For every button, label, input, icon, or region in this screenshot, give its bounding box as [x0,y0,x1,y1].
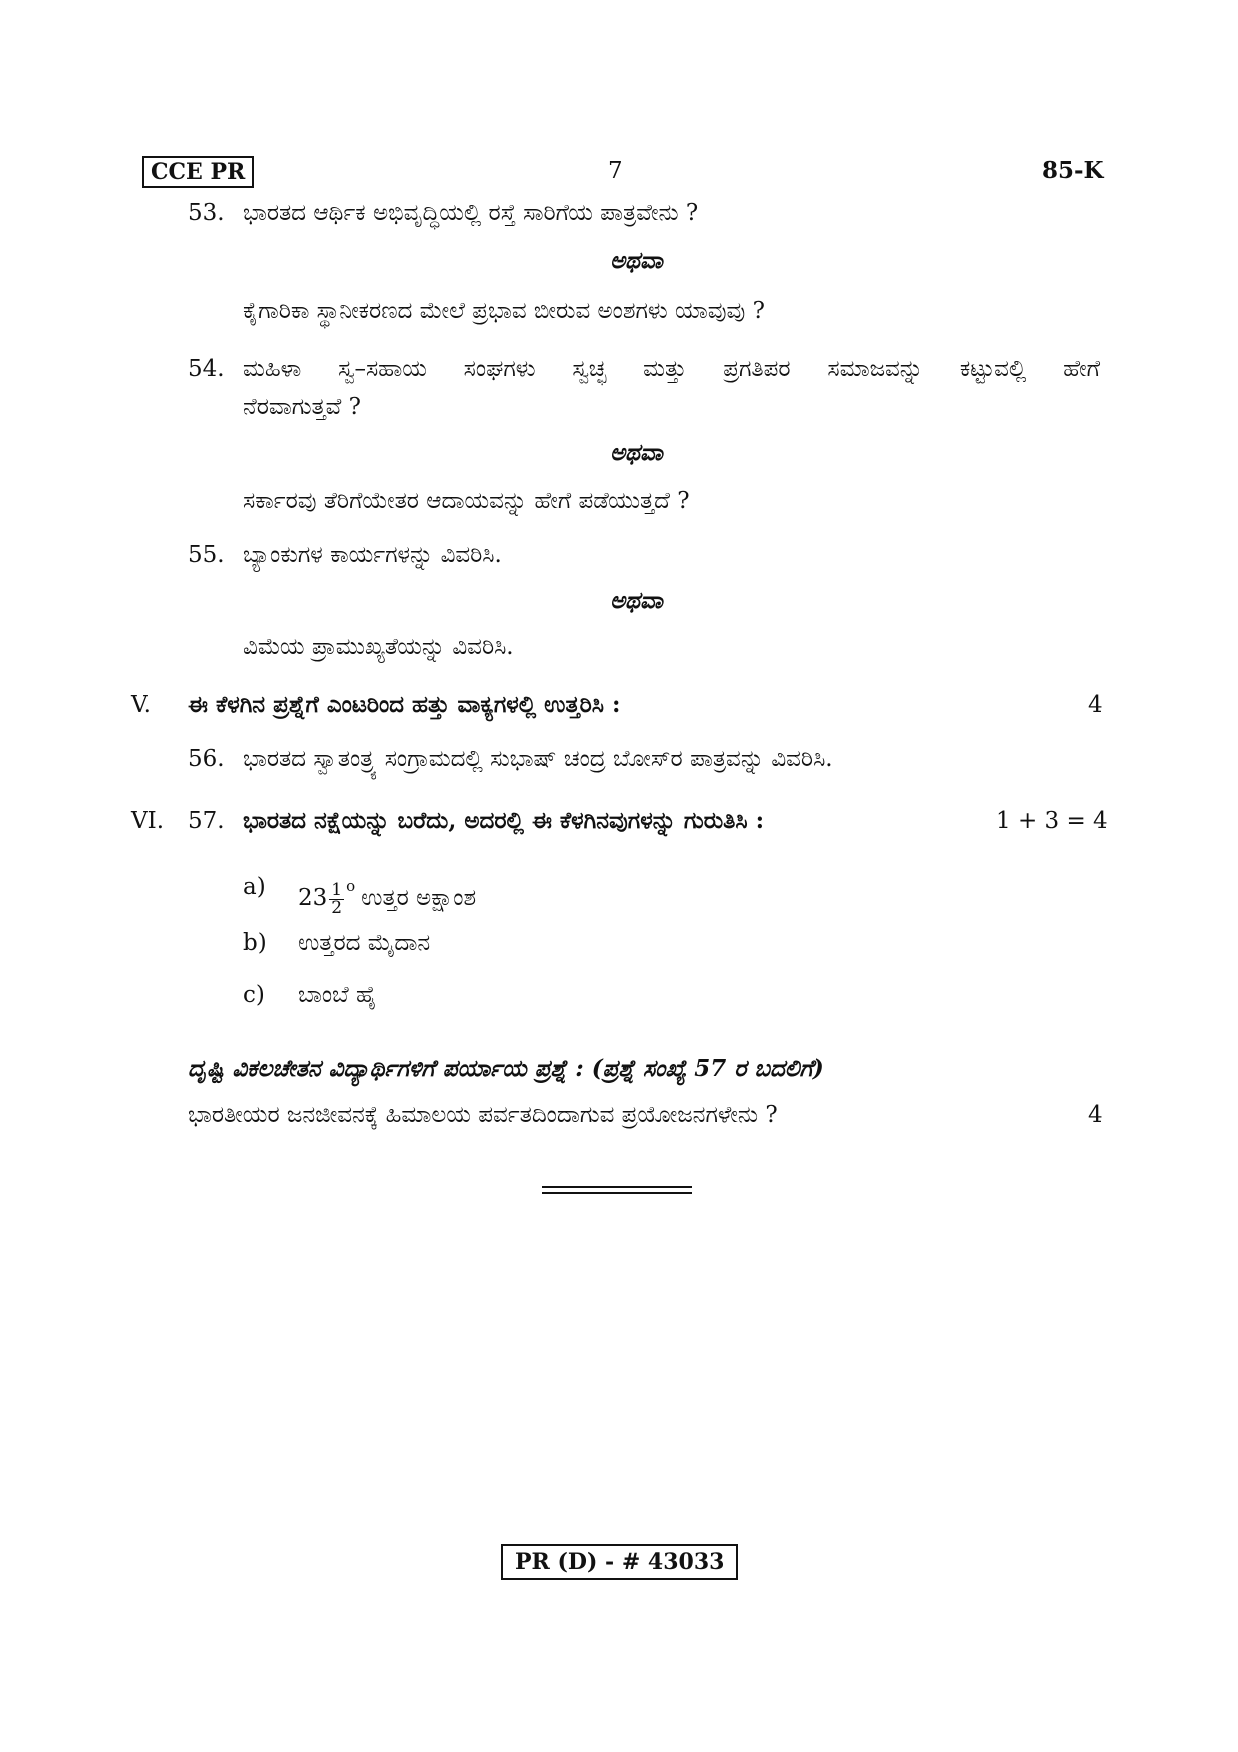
alternate-question-text: ಭಾರತೀಯರ ಜನಜೀವನಕ್ಕೆ ಹಿಮಾಲಯ ಪರ್ವತದಿಂದಾಗುವ ಪ್ರಯೋಜನಗಳೇನು ? [188,1102,778,1128]
map-item-a-label: a) [243,874,266,900]
end-rule-top [542,1186,692,1188]
map-item-b-label: b) [243,930,267,956]
question-number-53: 53. [188,200,225,226]
question-53-alternative: ಕೈಗಾರಿಕಾ ಸ್ಥಾನೀಕರಣದ ಮೇಲೆ ಪ್ರಭಾವ ಬೀರುವ ಅಂಶಗಳು ಯಾವುವು ? [243,298,765,324]
question-55-alternative: ವಿಮೆಯ ಪ್ರಾಮುಖ್ಯತೆಯನ್ನು ವಿವರಿಸಿ. [243,634,514,660]
question-number-57: 57. [188,808,225,834]
footer-code-box: PR (D) - # 43033 [501,1544,738,1580]
map-item-a-text: ಉತ್ತರ ಅಕ್ಷಾಂಶ [361,885,477,911]
section-v-label: V. [131,692,151,718]
question-number-54: 54. [188,356,225,382]
question-57-instruction: ಭಾರತದ ನಕ್ಷೆಯನ್ನು ಬರೆದು, ಅದರಲ್ಲಿ ಈ ಕೆಳಗಿನವುಗಳನ್ನು ಗುರುತಿಸಿ : [243,807,765,834]
question-number-56: 56. [188,746,225,772]
header-code-box: CCE PR [142,156,254,188]
fraction-denominator: 2 [331,897,343,918]
map-item-c-text: ಬಾಂಬೆ ಹೈ [298,982,377,1008]
question-54-alternative: ಸರ್ಕಾರವು ತೆರಿಗೆಯೇತರ ಆದಾಯವನ್ನು ಹೇಗೆ ಪಡೆಯುತ್ತದೆ ? [243,488,690,514]
question-57-marks: 1 + 3 = 4 [996,808,1108,834]
or-label: ಅಥವಾ [610,439,663,466]
end-rule-bottom [542,1192,692,1194]
alternate-question-heading: ದೃಷ್ಟಿ ವಿಕಲಚೇತನ ವಿದ್ಯಾರ್ಥಿಗಳಿಗೆ ಪರ್ಯಾಯ ಪ್ರಶ್ನೆ : (ಪ್ರಶ್ನೆ ಸಂಖ್ಯೆ 57 ರ ಬದಲಿಗೆ) [188,1055,824,1082]
question-number-55: 55. [188,542,225,568]
latitude-fraction [329,879,344,918]
section-v-marks: 4 [1088,692,1103,718]
section-v-instruction: ಈ ಕೆಳಗಿನ ಪ್ರಶ್ನೆಗೆ ಎಂಟರಿಂದ ಹತ್ತು ವಾಕ್ಯಗಳಲ್ಲಿ ಉತ್ತರಿಸಿ : [188,691,621,718]
map-item-b-text: ಉತ್ತರದ ಮೈದಾನ [298,930,431,956]
question-56-text: ಭಾರತದ ಸ್ವಾತಂತ್ರ್ಯ ಸಂಗ್ರಾಮದಲ್ಲಿ ಸುಭಾಷ್ ಚಂದ್ರ ಬೋಸ್‌ರ ಪಾತ್ರವನ್ನು ವಿವರಿಸಿ. [243,746,833,772]
map-item-c-label: c) [243,982,265,1008]
question-55-text: ಬ್ಯಾಂಕುಗಳ ಕಾರ್ಯಗಳನ್ನು ವಿವರಿಸಿ. [243,542,502,568]
page-number: 7 [608,158,623,184]
question-54-text-line1: ಮಹಿಳಾ ಸ್ವ–ಸಹಾಯ ಸಂಘಗಳು ಸ್ವಚ್ಛ ಮತ್ತು ಪ್ರಗತಿಪರ ಸಮಾಜವನ್ನು ಕಟ್ಟುವಲ್ಲಿ ಹೇಗೆ [243,356,1100,382]
or-label: ಅಥವಾ [610,247,663,274]
paper-code: 85-K [1042,157,1104,184]
fraction-numerator: 1 [331,879,343,900]
latitude-whole: 23 [298,885,328,911]
map-item-a [298,866,476,918]
section-vi-label: VI. [131,808,165,834]
question-53-text: ಭಾರತದ ಆರ್ಥಿಕ ಅಭಿವೃದ್ಧಿಯಲ್ಲಿ ರಸ್ತೆ ಸಾರಿಗೆಯ ಪಾತ್ರವೇನು ? [243,200,699,226]
or-label: ಅಥವಾ [610,587,663,614]
alternate-question-marks: 4 [1088,1102,1103,1128]
question-54-text-line2: ನೆರವಾಗುತ್ತವೆ ? [243,394,361,420]
degree-symbol: o [346,877,356,895]
